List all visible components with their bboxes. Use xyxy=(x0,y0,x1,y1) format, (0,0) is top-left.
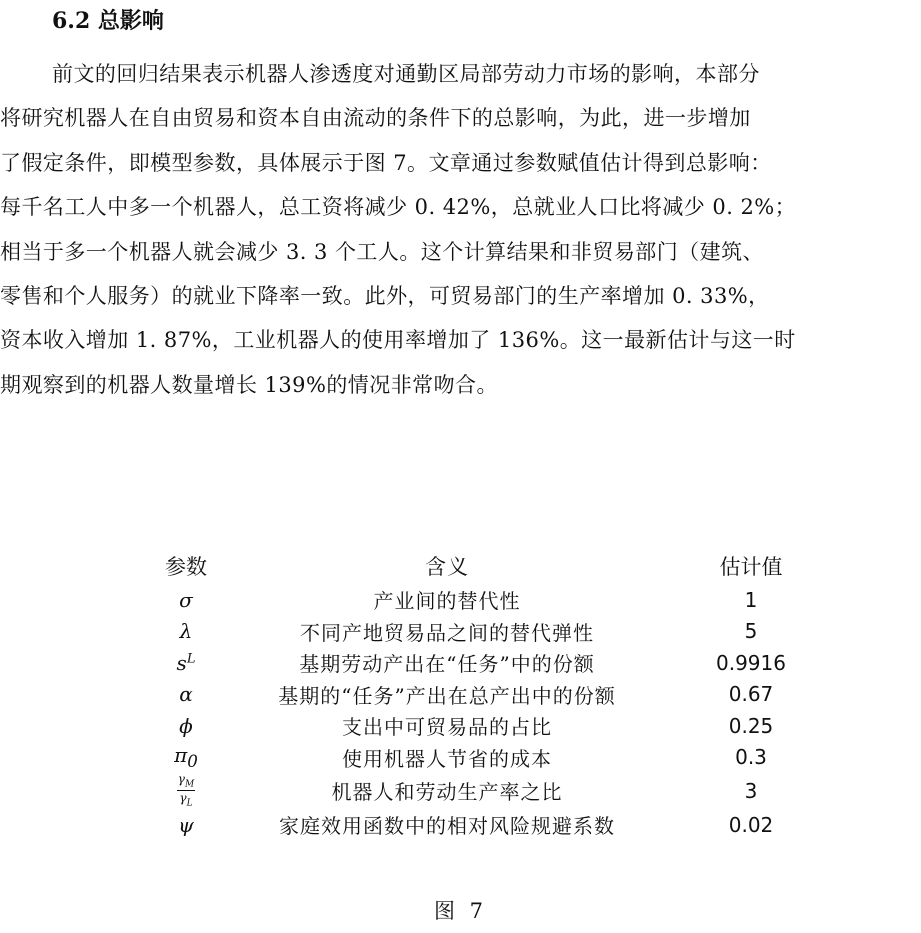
table-row xyxy=(150,679,830,711)
table-row xyxy=(150,584,830,616)
table-header-row xyxy=(150,548,830,584)
paragraph-line: 每千名工人中多一个机器人，总工资将减少 0. 42%，总就业人口比将减少 0. 2%； xyxy=(0,195,797,220)
body-paragraph xyxy=(0,52,921,407)
table-row xyxy=(150,616,830,648)
param-meaning: 产业间的替代性 xyxy=(373,589,521,614)
param-meaning: 使用机器人节省的成本 xyxy=(342,746,552,771)
param-symbol: σ xyxy=(179,587,193,612)
param-symbol: α xyxy=(179,682,193,707)
section-heading: 6.2 总影响 xyxy=(52,8,164,34)
fraction-numerator-sub: M xyxy=(184,779,195,790)
param-value: 0.9916 xyxy=(716,650,786,675)
paragraph-line: 了假定条件，即模型参数，具体展示于图 7。文章通过参数赋值估计得到总影响： xyxy=(0,150,772,175)
param-value: 0.25 xyxy=(728,713,774,738)
paragraph-line: 零售和个人服务）的就业下降率一致。此外，可贸易部门的生产率增加 0. 33%， xyxy=(0,284,770,309)
table-row xyxy=(150,809,830,841)
table-row xyxy=(150,647,830,679)
fraction-denominator: γ xyxy=(179,791,187,806)
param-meaning: 基期劳动产出在“任务”中的份额 xyxy=(299,652,595,677)
param-symbol xyxy=(150,742,222,774)
param-meaning: 机器人和劳动生产率之比 xyxy=(331,780,563,805)
param-value: 3 xyxy=(744,778,758,803)
param-meaning: 基期的“任务”产出在总产出中的份额 xyxy=(278,683,616,708)
symbol-superscript: L xyxy=(186,651,196,667)
fraction-numerator: γ xyxy=(177,772,185,786)
param-meaning: 不同产地贸易品之间的替代弹性 xyxy=(300,620,594,645)
param-meaning: 支出中可贸易品的占比 xyxy=(342,715,552,740)
header-param: 参数 xyxy=(165,555,207,579)
table-row xyxy=(150,710,830,742)
symbol-fraction xyxy=(177,773,195,809)
table-row xyxy=(150,742,830,774)
fraction-denominator-sub: L xyxy=(186,798,193,809)
paragraph-line: 相当于多一个机器人就会减少 3. 3 个工人。这个计算结果和非贸易部门（建筑、 xyxy=(0,239,764,264)
parameter-table xyxy=(150,548,830,840)
param-value: 0.3 xyxy=(735,745,767,770)
param-symbol: ψ xyxy=(178,812,194,837)
paragraph-line: 期观察到的机器人数量增长 139%的情况非常吻合。 xyxy=(0,372,498,397)
symbol-base: s xyxy=(176,650,187,675)
param-symbol: λ xyxy=(179,619,193,644)
paragraph-line: 将研究机器人在自由贸易和资本自由流动的条件下的总影响，为此，进一步增加 xyxy=(0,106,751,131)
symbol-subscript: 0 xyxy=(187,752,198,772)
header-value: 估计值 xyxy=(719,555,783,579)
param-symbol xyxy=(150,773,222,809)
param-symbol: ϕ xyxy=(179,713,193,738)
param-value: 0.67 xyxy=(728,682,774,707)
param-meaning: 家庭效用函数中的相对风险规避系数 xyxy=(279,814,615,839)
symbol-base: π xyxy=(174,743,188,768)
param-value: 1 xyxy=(744,587,758,612)
paragraph-line: 资本收入增加 1. 87%，工业机器人的使用率增加了 136%。这一最新估计与这一时 xyxy=(0,328,796,353)
param-value: 5 xyxy=(744,619,758,644)
param-symbol xyxy=(150,647,222,679)
table-row xyxy=(150,773,830,809)
param-value: 0.02 xyxy=(728,812,774,837)
paragraph-line: 前文的回归结果表示机器人渗透度对通勤区局部劳动力市场的影响，本部分 xyxy=(52,62,760,86)
header-meaning: 含义 xyxy=(425,555,469,579)
figure-caption: 图 7 xyxy=(433,899,488,923)
